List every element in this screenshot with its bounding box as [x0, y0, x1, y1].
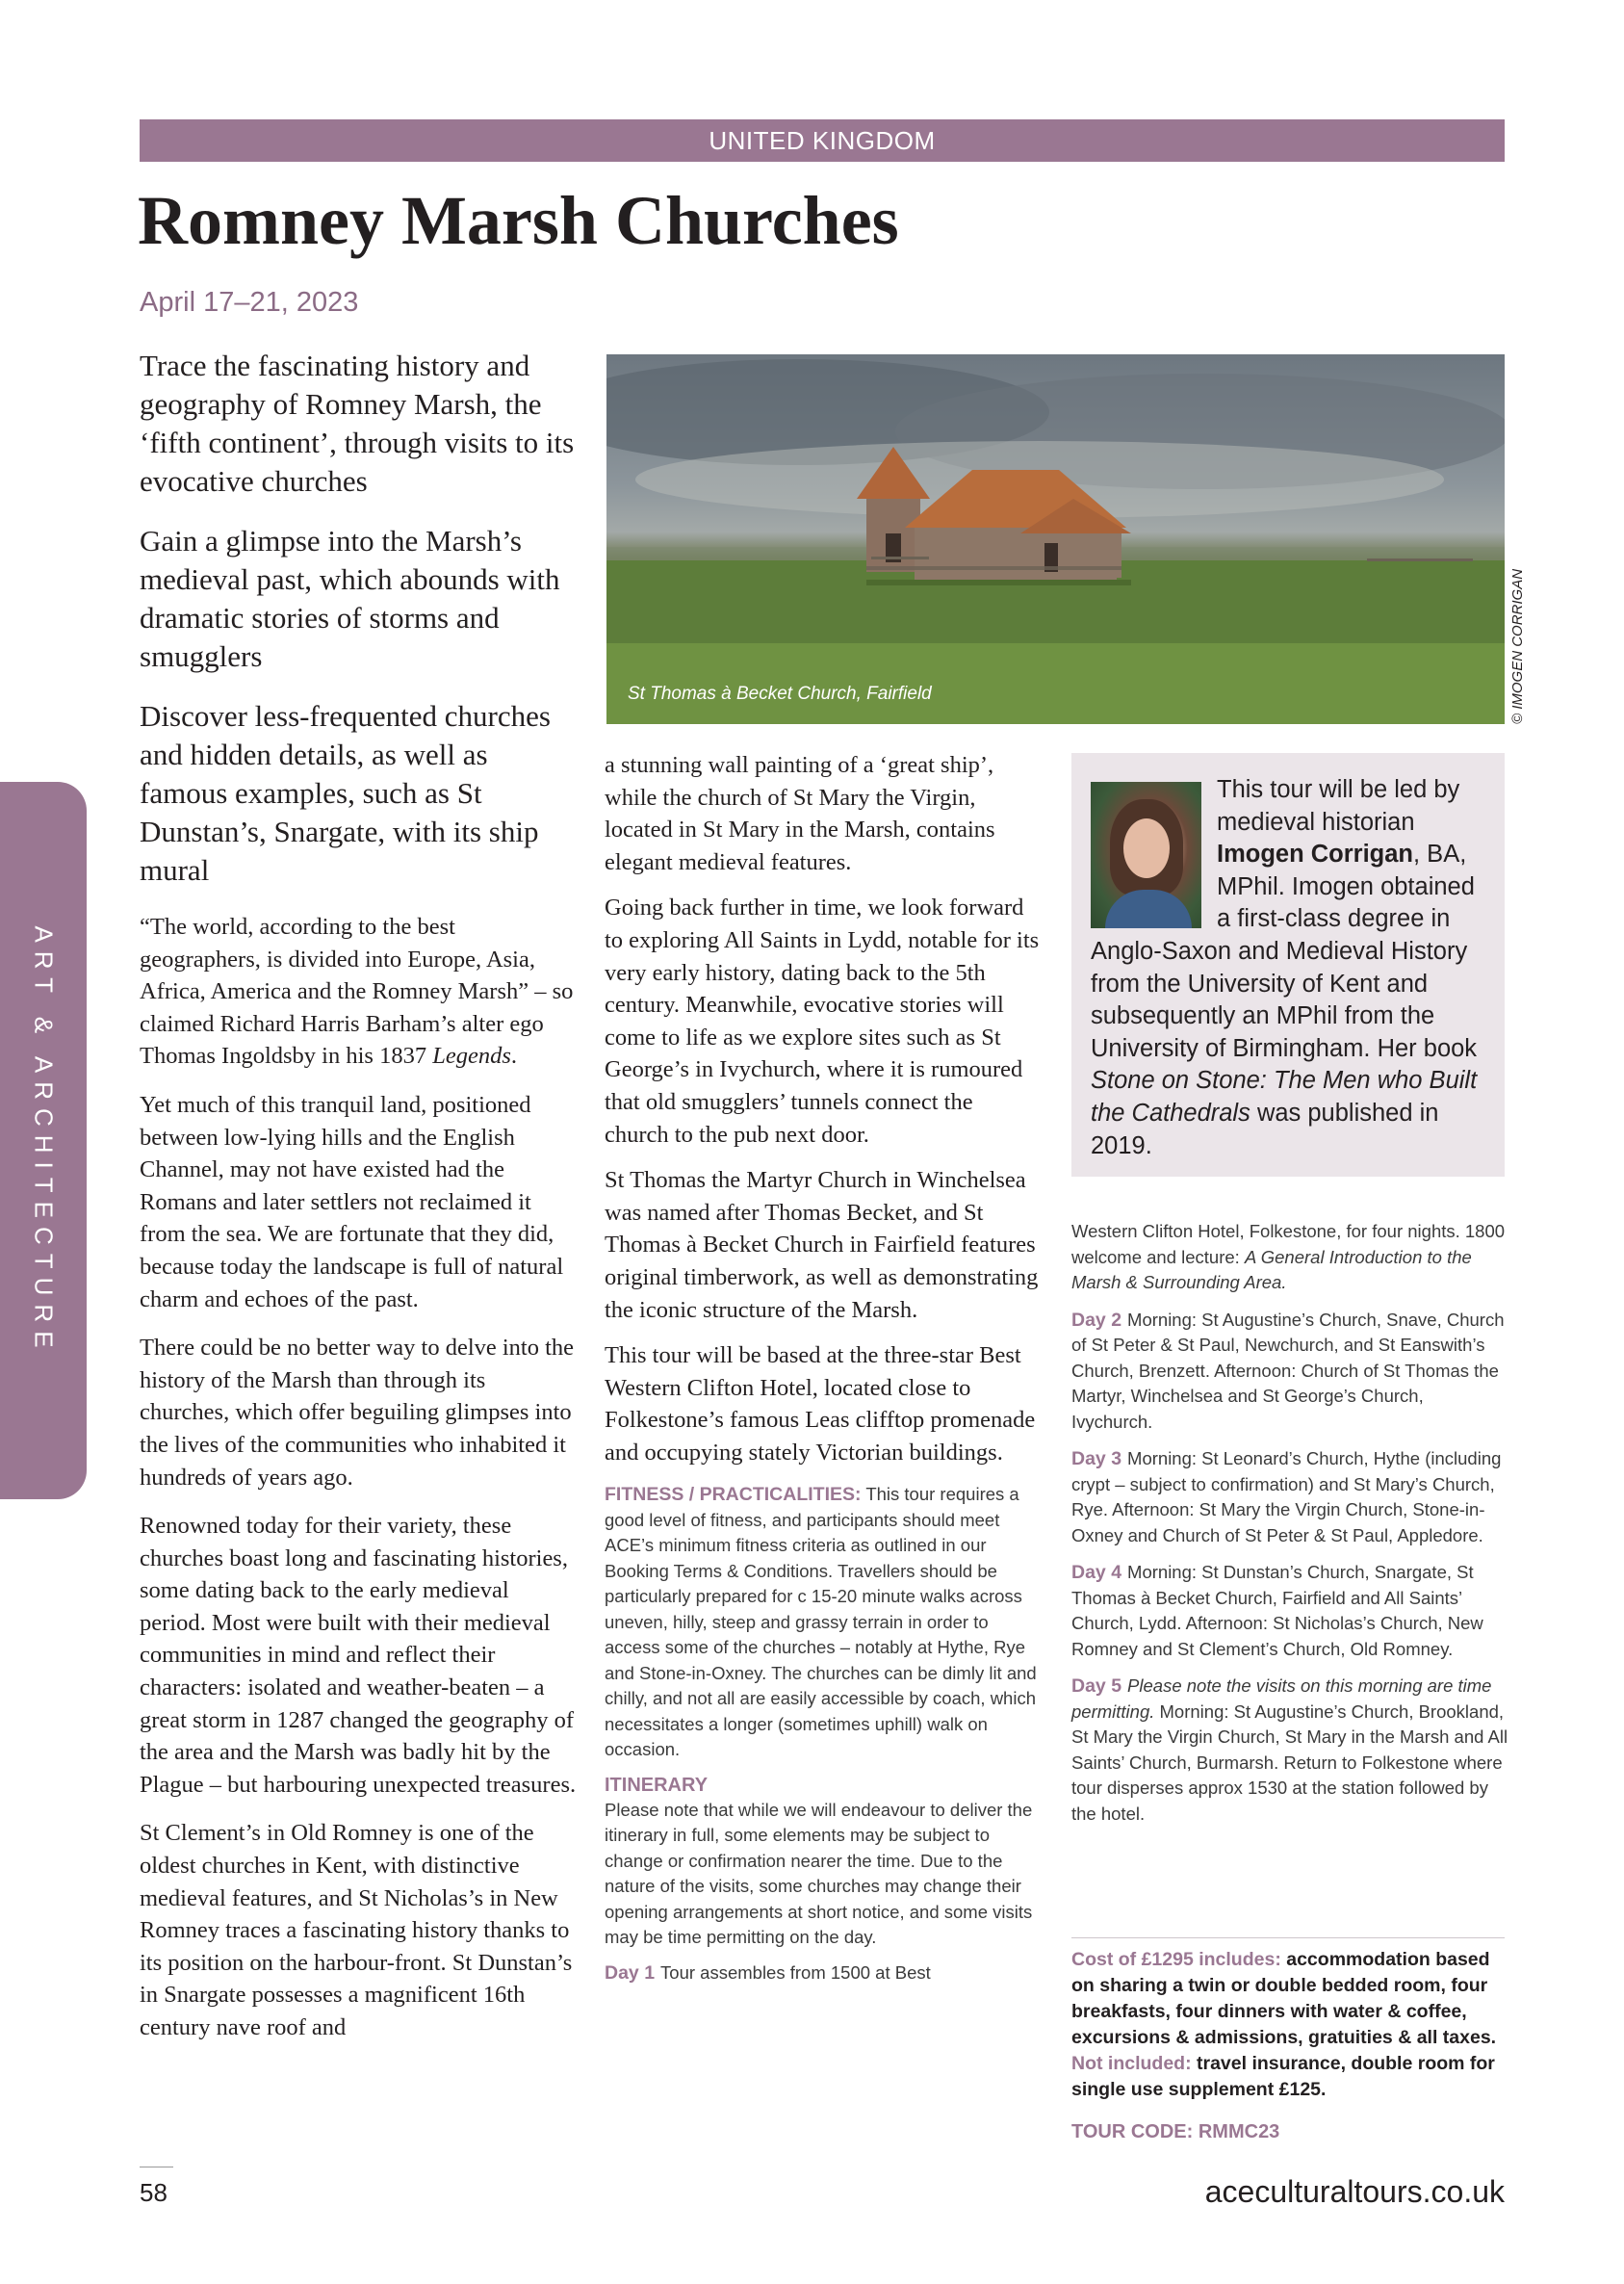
- column-2: [605, 749, 1043, 1995]
- cost-section: Cost of £1295 includes: accommodation based on sharing a twin or double bedded room, four breakfasts, four dinners with water & coffee, excursions & admissions, gratuities & all taxes. Not included: travel insurance, double room for single use supplement £125.: [1071, 1949, 1497, 2100]
- highlight-1: Trace the fascinating history and geography of Romney Marsh, the ‘fifth continent’, through visits to its evocative churches: [140, 349, 575, 498]
- itinerary-day-1: Day 1 Tour assembles from 1500 at Best: [605, 1961, 931, 1984]
- divider: [1071, 1937, 1505, 1938]
- photo-credit: © IMOGEN CORRIGAN: [1509, 568, 1526, 724]
- body-paragraph: Renowned today for their variety, these churches boast long and fascinating histories, some dating back to the early medieval period. Most were built with their medieval communities in mind and reflect their characters: isolated and weather-beaten – a great storm in 1287 changed the geography of the area and the Marsh was badly hit by the Plague – but harbouring unexpected treasures.: [140, 1513, 577, 1798]
- cost-includes-label: Cost of £1295 includes:: [1071, 1949, 1281, 1970]
- fitness-label: FITNESS / PRACTICALITIES:: [605, 1484, 862, 1506]
- body-paragraph: St Thomas the Martyr Church in Winchelsea was named after Thomas Becket, and St Thomas à Becket Church in Fairfield features original timberwork, as well as demonstrating the iconic structure of the Marsh.: [605, 1167, 1039, 1323]
- body-paragraph: This tour will be based at the three-star Best Western Clifton Hotel, located close to Folkestone’s famous Leas clifftop promenade and occupying stately Victorian buildings.: [605, 1342, 1036, 1466]
- section-side-tab: [0, 782, 87, 1499]
- body-paragraph: a stunning wall painting of a ‘great ship’, while the church of St Mary the Virgin, located in St Mary in the Marsh, contains elegant medieval features.: [605, 752, 995, 875]
- body-paragraph: Going back further in time, we look forward to exploring All Saints in Lydd, notable for its very early history, dating back to the 5th century. Meanwhile, evocative stories will come to life as we explore sites such as St George’s in Ivychurch, where it is rumoured that old smugglers’ tunnels connect the church to the pub next door.: [605, 895, 1040, 1148]
- itinerary-day-3: Day 3 Morning: St Leonard’s Church, Hythe (including crypt – subject to confirmation) and St Mary’s Church, Rye. Afternoon: St Mary the Virgin Church, Stone-in-Oxney and Church of St Peter & St Paul, Appledore.: [1071, 1448, 1502, 1545]
- itinerary-day-2: Day 2 Morning: St Augustine’s Church, Snave, Church of St Peter & St Paul, Newchurch, and St Eanswith’s Church, Brenzett. Afternoon: Church of St Thomas the Martyr, Winchelsea and St George’s Church, Ivychurch.: [1071, 1309, 1505, 1432]
- tour-leader-portrait: [1091, 782, 1201, 928]
- page-number: 58: [140, 2178, 168, 2207]
- tour-dates: April 17–21, 2023: [140, 287, 359, 318]
- church-photo: [606, 354, 1505, 724]
- tour-leader-name: Imogen Corrigan: [1217, 841, 1414, 869]
- page-title: Romney Marsh Churches: [138, 182, 899, 259]
- photo-caption: St Thomas à Becket Church, Fairfield: [628, 684, 932, 704]
- region-banner: UNITED KINGDOM: [140, 119, 1505, 162]
- intro-quote-paragraph: “The world, according to the best geographers, is divided into Europe, Asia, Africa, America and the Romney Marsh” – so claimed Richard Harris Barham’s alter ego Thomas Ingoldsby in his 1837 Legends.: [140, 914, 574, 1070]
- highlight-2: Gain a glimpse into the Marsh’s medieval past, which abounds with dramatic stories of storms and smugglers: [140, 524, 560, 673]
- tour-leader-box: This tour will be led by medieval historian Imogen Corrigan, BA, MPhil. Imogen obtained a first-class degree in Anglo-Saxon and Medieval History from the University of Kent and subsequently an MPhil from the University of Birmingham. Her book Stone on Stone: The Men who Built the Cathedrals was published in 2019.: [1071, 753, 1505, 1177]
- itinerary-day-1-continued: Western Clifton Hotel, Folkestone, for four nights. 1800 welcome and lecture: A General Introduction to the Marsh & Surrounding Area.: [1071, 1221, 1506, 1292]
- body-paragraph: There could be no better way to delve into the history of the Marsh than through its churches, which offer beguiling glimpses into the lives of the communities who inhabited it hundreds of years ago.: [140, 1335, 575, 1491]
- not-included-label: Not included:: [1071, 2053, 1192, 2074]
- section-side-tab-label: ART & ARCHITECTURE: [29, 924, 59, 1357]
- body-paragraph: Yet much of this tranquil land, positioned between low-lying hills and the English Channel, may not have existed had the Romans and later settlers not reclaimed it from the sea. We are fortunate that they did, because today the landscape is full of natural charm and echoes of the past.: [140, 1091, 564, 1312]
- tour-code: TOUR CODE: RMMC23: [1071, 2121, 1280, 2142]
- website-link[interactable]: aceculturaltours.co.uk: [1204, 2174, 1505, 2209]
- itinerary-intro: Please note that while we will endeavour to deliver the itinerary in full, some elements may be subject to change or confirmation nearer the time. Due to the nature of the visits, some churches may change their opening arrangements at short notice, and some visits may be time permitting on the day.: [605, 1799, 1033, 1948]
- column-1: [140, 347, 578, 2061]
- itinerary-heading: ITINERARY: [605, 1774, 709, 1796]
- highlight-3: Discover less-frequented churches and hidden details, as well as famous examples, such as St Dunstan’s, Snargate, with its ship mural: [140, 699, 551, 887]
- body-paragraph: St Clement’s in Old Romney is one of the oldest churches in Kent, with distinctive medieval features, and St Nicholas’s in New Romney traces a fascinating history thanks to its position on the harbour-front. St Dunstan’s in Snargate possesses a magnificent 16th century nave roof and: [140, 1820, 573, 2040]
- itinerary-day-5: Day 5 Please note the visits on this morning are time permitting. Morning: St Augustine’s Church, Brookland, St Mary the Virgin Church, St Mary in the Marsh and All Saints’ Church, Burmarsh. Return to Folkestone where tour disperses approx 1530 at the station followed by the hotel.: [1071, 1675, 1508, 1824]
- itinerary-day-4: Day 4 Morning: St Dunstan’s Church, Snargate, St Thomas à Becket Church, Fairfield and All Saints’ Church, Lydd. Afternoon: St Nicholas’s Church, New Romney and St Clement’s Church, Old Romney.: [1071, 1562, 1483, 1659]
- fitness-practicalities: FITNESS / PRACTICALITIES: This tour requires a good level of fitness, and participants should meet ACE’s minimum fitness criteria as outlined in our Booking Terms & Conditions. Travellers should be particularly prepared for c 15-20 minute walks across uneven, hilly, steep and grassy terrain in order to access some of the churches – notably at Hythe, Rye and Stone-in-Oxney. The churches can be dimly lit and chilly, and not all are easily accessible by coach, which necessitates a longer (sometimes uphill) walk on occasion.: [605, 1484, 1037, 1760]
- column-3: [1071, 1219, 1509, 1838]
- church-photo-illustration: [606, 354, 1505, 724]
